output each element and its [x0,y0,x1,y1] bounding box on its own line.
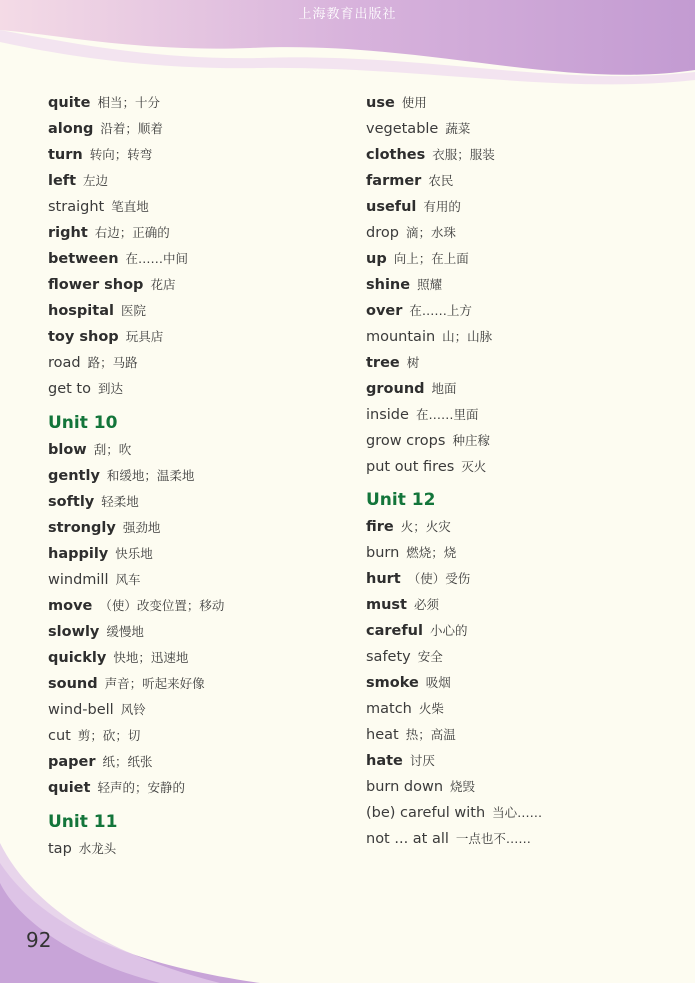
vocab-entry [366,643,656,669]
vocab-word: inside [366,407,409,423]
vocab-entry [366,721,656,747]
vocab-meaning: 快乐地 [115,546,153,561]
vocab-entry [48,115,338,141]
vocab-meaning: 轻声的；安静的 [97,780,185,795]
vocab-meaning: 快地；迅速地 [113,650,189,665]
vocab-meaning: 和缓地；温柔地 [106,468,195,483]
vocab-entry [48,375,338,401]
vocab-word: safety [366,649,411,665]
vocab-meaning: 笔直地 [111,199,149,214]
vocab-entry [366,453,656,479]
vocab-entry [366,193,656,219]
vocab-meaning: 声音；听起来好像 [104,676,205,691]
vocab-entry [366,375,656,401]
vocab-word: left [48,173,77,189]
vocab-entry [48,219,338,245]
vocab-meaning: 在……中间 [125,251,189,266]
vocab-entry [366,349,656,375]
vocab-meaning: 火柴 [418,701,444,716]
vocab-entry [48,514,338,540]
vocab-meaning: 水龙头 [78,841,117,856]
vocab-word: blow [48,442,87,458]
vocab-meaning: 在……里面 [415,407,479,422]
vocab-meaning: 剪；砍；切 [77,728,141,743]
vocab-word: hurt [366,571,401,587]
vocab-word: cut [48,728,71,744]
vocab-entry [48,722,338,748]
vocab-meaning: 有用的 [423,199,461,214]
vocab-word: turn [48,147,83,163]
vocab-meaning: （使）受伤 [407,571,471,586]
vocab-meaning: 种庄稼 [452,433,490,448]
vocab-word: windmill [48,572,109,588]
vocab-entry [48,323,338,349]
vocab-entry [48,748,338,774]
vocab-entry [48,349,338,375]
vocab-word: quickly [48,650,107,666]
vocab-word: strongly [48,520,116,536]
vocab-word: fire [366,519,394,535]
vocab-entry [48,540,338,566]
vocab-meaning: 玩具店 [125,329,164,344]
vocab-entry [48,566,338,592]
vocab-word: over [366,303,403,319]
vocab-meaning: 缓慢地 [106,624,144,639]
vocab-entry [48,245,338,271]
vocab-entry [366,323,656,349]
vocab-entry [366,617,656,643]
vocab-word: (be) careful with [366,805,486,821]
page-number: 92 [26,928,52,952]
vocab-entry [48,618,338,644]
vocab-meaning: 向上；在上面 [393,251,469,266]
vocab-word: use [366,95,395,111]
vocab-meaning: 沿着；顺着 [100,121,163,136]
vocab-word: up [366,251,387,267]
vocab-entry [48,193,338,219]
vocab-entry [48,670,338,696]
vocab-entry [366,565,656,591]
vocab-meaning: 农民 [428,173,454,188]
vocab-word: mountain [366,329,436,345]
vocab-word: burn down [366,779,444,795]
vocab-meaning: 花店 [150,277,176,292]
vocab-meaning: 在……上方 [409,303,472,318]
vocab-word: softly [48,494,95,510]
vocab-meaning: 吸烟 [425,675,451,690]
vocab-word: toy shop [48,329,119,345]
vocab-meaning: 轻柔地 [101,494,139,509]
vocab-meaning: 纸；纸张 [102,754,153,769]
unit-heading: Unit 10 [48,413,118,433]
right-column [366,89,656,851]
vocab-meaning: 相当；十分 [97,95,160,110]
vocab-meaning: 衣服；服装 [432,147,495,162]
vocab-word: along [48,121,94,137]
vocab-meaning: 山；山脉 [442,329,493,344]
vocab-word: burn [366,545,400,561]
vocab-meaning: 蔬菜 [445,121,471,136]
vocab-entry [366,825,656,851]
vocab-entry [48,488,338,514]
vocab-word: gently [48,468,100,484]
vocab-word: get to [48,381,91,397]
vocab-entry [366,539,656,565]
vocab-word: tap [48,841,72,857]
vocab-word: careful [366,623,423,639]
unit-heading: Unit 11 [48,812,118,832]
vocab-word: not ... at all [366,831,449,847]
vocab-word: tree [366,355,400,371]
vocab-meaning: 滴；水珠 [405,225,456,240]
vocab-entry [48,436,338,462]
vocab-meaning: 热；高温 [405,727,456,742]
vocab-entry [366,747,656,773]
vocab-entry [48,835,338,861]
vocab-word: shine [366,277,411,293]
vocab-word: clothes [366,147,426,163]
vocab-entry [366,695,656,721]
vocab-word: must [366,597,407,613]
publisher-name: 上海教育出版社 [298,7,397,22]
vocab-entry [366,401,656,427]
vocab-word: grow crops [366,433,446,449]
vocab-entry [366,513,656,539]
vocab-meaning: 树 [406,355,420,370]
vocab-word: wind-bell [48,702,114,718]
vocab-entry [48,141,338,167]
vocab-word: quiet [48,780,91,796]
vocab-entry [48,271,338,297]
vocab-entry [366,799,656,825]
vocab-meaning: 一点也不…… [455,831,531,846]
vocab-entry [48,297,338,323]
vocab-word: sound [48,676,98,692]
vocab-meaning: 路；马路 [87,355,138,370]
footer-swoosh [0,843,695,983]
vocab-entry [366,297,656,323]
vocab-meaning: （使）改变位置；移动 [99,598,225,613]
vocab-word: hospital [48,303,114,319]
left-column [48,89,338,861]
vocab-word: slowly [48,624,100,640]
vocab-entry [48,462,338,488]
vocab-word: paper [48,754,96,770]
vocab-word: straight [48,199,105,215]
vocab-word: farmer [366,173,422,189]
vocab-word: ground [366,381,425,397]
vocab-word: happily [48,546,109,562]
vocab-meaning: 照耀 [417,277,443,292]
vocab-word: quite [48,95,91,111]
vocab-meaning: 烧毁 [450,779,476,794]
vocab-meaning: 风铃 [120,702,146,717]
vocab-entry [366,89,656,115]
vocab-entry [366,591,656,617]
vocab-entry [48,592,338,618]
vocab-meaning: 当心…… [492,805,543,820]
vocab-word: useful [366,199,417,215]
vocab-entry [366,219,656,245]
unit-heading: Unit 12 [366,490,436,510]
vocab-word: vegetable [366,121,439,137]
vocab-entry [366,669,656,695]
vocab-entry [366,115,656,141]
vocab-entry [366,141,656,167]
vocab-meaning: 燃烧；烧 [406,545,457,560]
vocab-entry [366,245,656,271]
vocab-meaning: 刮；吹 [93,442,132,457]
vocab-entry [366,167,656,193]
vocab-word: drop [366,225,399,241]
vocab-entry [48,696,338,722]
vocab-word: flower shop [48,277,144,293]
vocab-meaning: 到达 [97,381,123,396]
vocab-word: right [48,225,88,241]
vocab-meaning: 地面 [431,381,457,396]
vocab-word: between [48,251,119,267]
vocab-meaning: 医院 [120,303,146,318]
vocab-meaning: 小心的 [429,623,468,638]
vocab-meaning: 转向；转弯 [89,147,153,162]
vocab-word: match [366,701,412,717]
vocab-entry [366,773,656,799]
vocab-word: put out fires [366,459,455,475]
vocab-meaning: 火；火灾 [400,519,451,534]
vocab-entry [48,644,338,670]
vocab-entry [48,774,338,800]
vocab-word: move [48,598,93,614]
vocab-entry [366,271,656,297]
vocab-meaning: 讨厌 [409,753,435,768]
vocab-meaning: 风车 [115,572,141,587]
vocab-meaning: 强劲地 [122,520,161,535]
vocab-word: smoke [366,675,419,691]
vocab-meaning: 灭火 [461,459,487,474]
vocab-meaning: 右边；正确的 [94,225,170,240]
vocab-word: hate [366,753,403,769]
vocab-word: heat [366,727,399,743]
vocab-meaning: 安全 [417,649,443,664]
vocab-word: road [48,355,81,371]
vocab-entry [366,427,656,453]
vocab-meaning: 左边 [83,173,109,188]
vocab-meaning: 使用 [401,95,427,110]
vocab-meaning: 必须 [414,597,440,612]
vocab-entry [48,89,338,115]
vocab-entry [48,167,338,193]
